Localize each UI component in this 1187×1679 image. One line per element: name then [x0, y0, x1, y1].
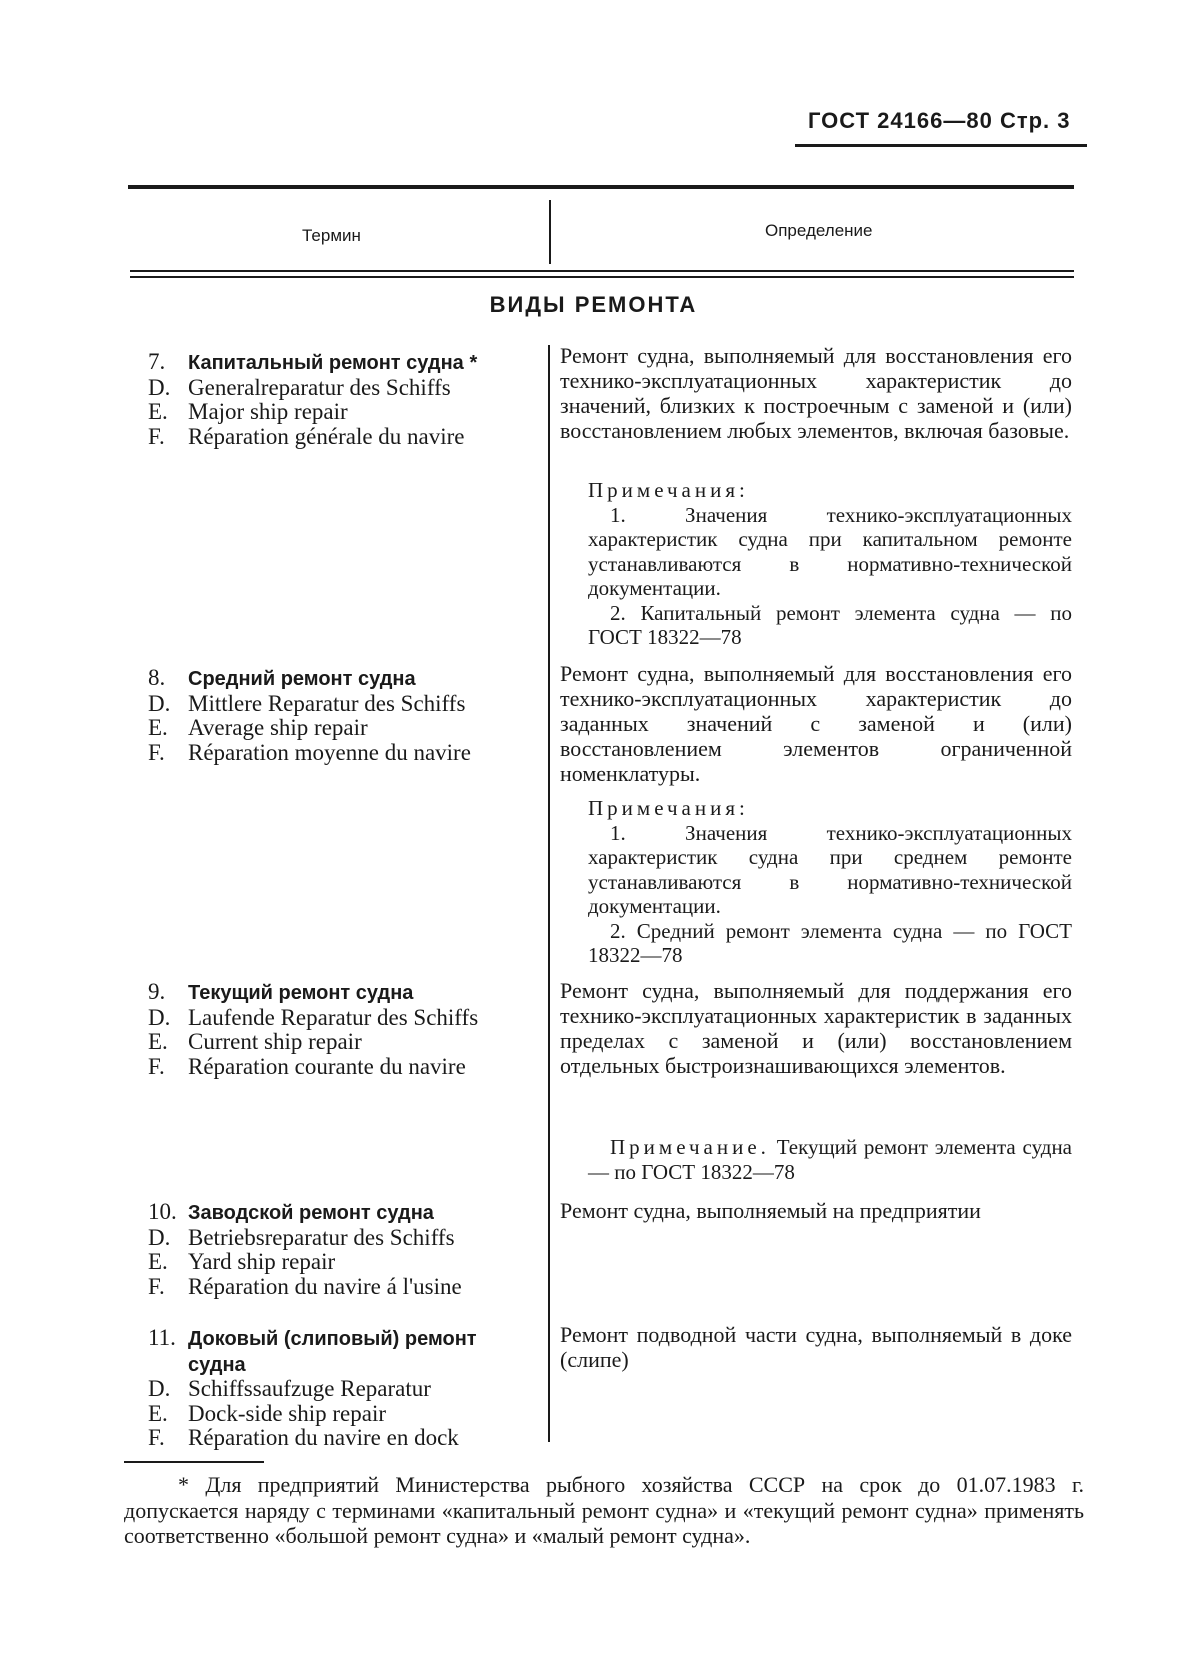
term-english: Yard ship repair	[188, 1249, 336, 1274]
notes-7	[588, 478, 1072, 650]
lang-label-d: D.	[148, 1224, 171, 1250]
term-french: Réparation moyenne du navire	[188, 739, 471, 765]
lang-label-f: F.	[148, 423, 165, 449]
term-entry-11	[148, 1326, 526, 1451]
term-title: Заводской ремонт судна	[188, 1202, 434, 1224]
footnote-text: Для предприятий Министерства рыбного хозяйства СССР на срок до 01.07.1983 г. допускается наряду с терминами «капитальный ремонт судна» и «текущий ремонт судна» применять соответственно «большой ремонт судна» и «малый ремонт судна».	[124, 1472, 1085, 1548]
term-french: Réparation du navire á l'usine	[188, 1273, 462, 1299]
lang-label-d: D.	[148, 690, 171, 716]
lang-label-f: F.	[148, 1053, 165, 1079]
definition-11: Ремонт подводной части судна, выполняемый в доке (слипе)	[560, 1322, 1072, 1372]
lang-label-e: E.	[148, 1029, 168, 1054]
term-german: Betriebsreparatur des Schiffs	[188, 1224, 455, 1250]
term-english: Major ship repair	[188, 399, 348, 424]
note-item: 2. Капитальный ремонт элемента судна — по ГОСТ 18322—78	[588, 600, 1072, 649]
note-text: Текущий ремонт элемента судна — по ГОСТ 18322—78	[588, 1135, 1073, 1184]
term-number: 9.	[148, 979, 166, 1004]
term-french: Réparation courante du navire	[188, 1053, 466, 1079]
lang-label-e: E.	[148, 1249, 168, 1274]
lang-label-e: E.	[148, 1400, 168, 1426]
term-entry-8	[148, 666, 526, 765]
term-number: 11.	[148, 1325, 176, 1350]
term-english: Current ship repair	[188, 1029, 362, 1054]
term-title: Доковый (слиповый) ремонт судна	[188, 1328, 477, 1376]
footnote-mark: *	[178, 1472, 189, 1497]
lang-label-d: D.	[148, 374, 171, 400]
definition-7: Ремонт судна, выполняемый для восстановления его технико-эксплуатационных характеристик до значений, близких к построечным с заменой и (или) восстановлением любых элементов, включая базовые.	[560, 343, 1072, 443]
term-column-header: Термин	[302, 226, 361, 245]
note-heading: Примечания:	[588, 478, 749, 502]
standard-header: ГОСТ 24166—80 Стр. 3	[808, 108, 1071, 133]
footnote-rule	[124, 1461, 264, 1463]
term-german: Mittlere Reparatur des Schiffs	[188, 690, 466, 716]
header-underline	[795, 144, 1087, 147]
term-entry-7	[148, 350, 526, 449]
term-german: Generalreparatur des Schiffs	[188, 374, 451, 400]
definition-9: Ремонт судна, выполняемый для поддержания его технико-эксплуатационных характеристик в заданных пределах с заменой и (или) восстановлением отдельных быстроизнашивающихся элементов.	[560, 978, 1072, 1078]
term-german: Schiffssaufzuge Reparatur	[188, 1376, 431, 1401]
term-number: 7.	[148, 349, 166, 374]
footnote	[124, 1472, 1084, 1549]
term-number: 8.	[148, 665, 166, 690]
lang-label-d: D.	[148, 1004, 171, 1030]
notes-8	[588, 796, 1072, 968]
definition-column-header: Определение	[765, 221, 873, 240]
table-header-rule-1	[130, 270, 1074, 272]
lang-label-e: E.	[148, 715, 168, 740]
definition-8: Ремонт судна, выполняемый для восстановления его технико-эксплуатационных характеристик до заданных значений с заменой и (или) восстановлением элементов ограниченной номенклатуры.	[560, 661, 1072, 786]
term-french: Réparation générale du navire	[188, 423, 465, 449]
note-heading: Примечания:	[588, 796, 749, 820]
term-number: 10.	[148, 1199, 177, 1224]
section-title: ВИДЫ РЕМОНТА	[489, 292, 698, 317]
lang-label-d: D.	[148, 1376, 171, 1401]
term-english: Dock-side ship repair	[188, 1400, 386, 1426]
lang-label-f: F.	[148, 739, 165, 765]
note-item: 1. Значения технико-эксплуатационных характеристик судна при капитальном ремонте устанавливаются в нормативно-технической документации.	[588, 502, 1072, 600]
note-item: 1. Значения технико-эксплуатационных характеристик судна при среднем ремонте устанавливаются в нормативно-технической документации.	[588, 820, 1072, 918]
column-divider-body	[548, 345, 550, 1442]
table-header-rule-2	[130, 276, 1074, 278]
table-top-rule	[128, 185, 1074, 189]
definition-10: Ремонт судна, выполняемый на предприятии	[560, 1198, 981, 1223]
lang-label-f: F.	[148, 1425, 165, 1450]
note-heading: Примечание.	[610, 1135, 770, 1159]
footnote-asterisk: *	[469, 352, 478, 374]
note-item: 2. Средний ремонт элемента судна — по ГОСТ 18322—78	[588, 918, 1072, 967]
term-title: Текущий ремонт судна	[188, 982, 414, 1004]
term-title: Капитальный ремонт судна	[188, 352, 464, 374]
lang-label-f: F.	[148, 1273, 165, 1299]
term-entry-10	[148, 1200, 526, 1299]
term-german: Laufende Reparatur des Schiffs	[188, 1004, 479, 1030]
term-english: Average ship repair	[188, 715, 368, 740]
term-entry-9	[148, 980, 526, 1079]
term-french: Réparation du navire en dock	[188, 1425, 459, 1450]
lang-label-e: E.	[148, 399, 168, 424]
term-title: Средний ремонт судна	[188, 668, 416, 690]
column-divider-header	[549, 200, 551, 264]
notes-9	[588, 1135, 1072, 1184]
